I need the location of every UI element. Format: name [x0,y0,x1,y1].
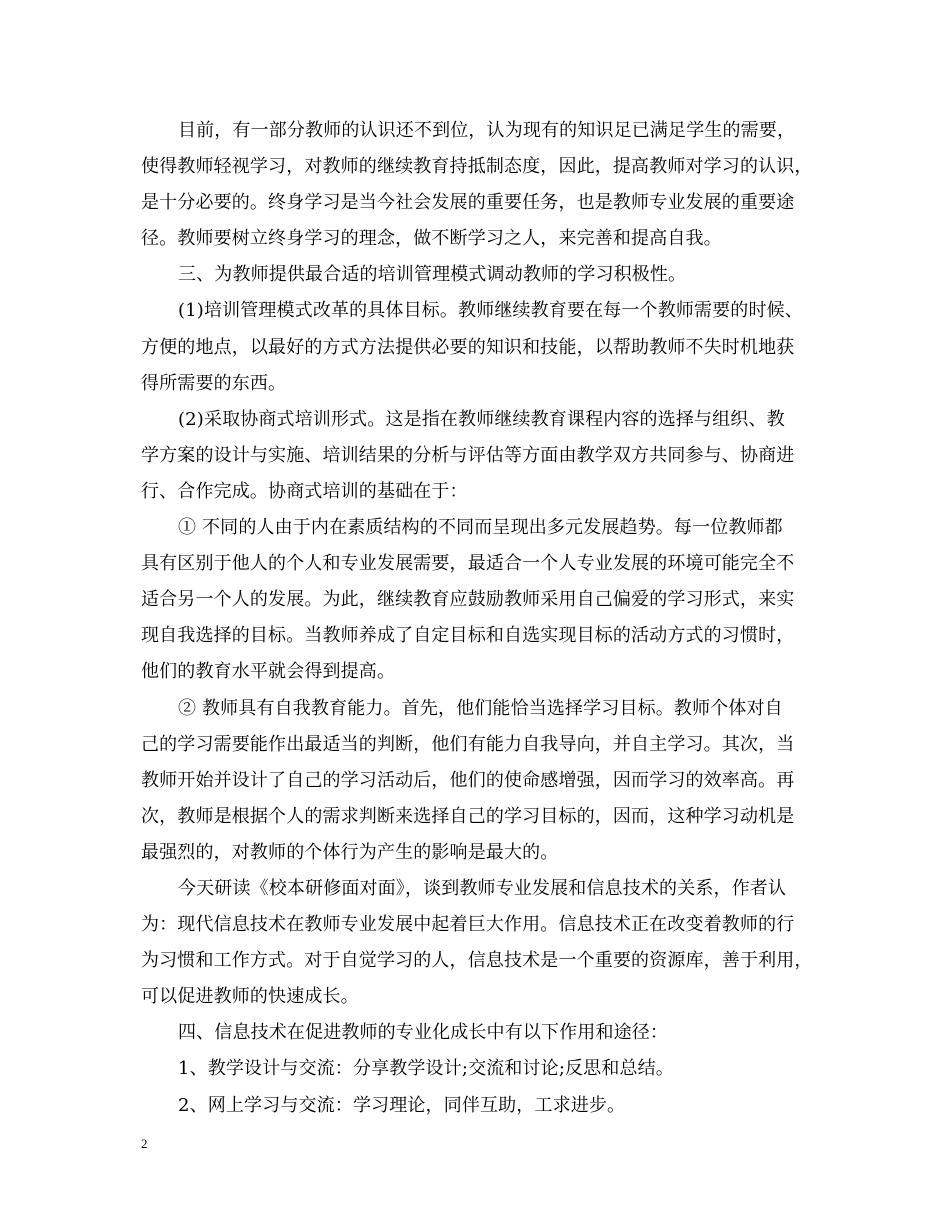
text-line: 径。教师要树立终身学习的理念，做不断学习之人，来完善和提高自我。 [141,228,722,250]
text-line: 方便的地点，以最好的方式方法提供必要的知识和技能，以帮助教师不失时机地获 [141,336,795,358]
text-line: 适合另一个人的发展。为此，继续教育应鼓励教师采用自己偏爱的学习形式，来实 [141,589,795,611]
text-line: 为习惯和工作方式。对于自觉学习的人，信息技术是一个重要的资源库，善于利用， [141,950,813,972]
text-line: 今天研读《校本研修面对面》，谈到教师专业发展和信息技术的关系，作者认 [178,877,787,899]
text-line: 具有区别于他人的个人和专业发展需要，最适合一个人专业发展的环境可能完全不 [141,553,795,575]
text-line: 次，教师是根据个人的需求判断来选择自己的学习目标的，因而，这种学习动机是 [141,805,795,827]
text-line: ② 教师具有自我教育能力。首先，他们能恰当选择学习目标。教师个体对自 [178,697,783,719]
text-line: 是十分必要的。终身学习是当今社会发展的重要任务，也是教师专业发展的重要途 [141,192,795,214]
text-line: ① 不同的人由于内在素质结构的不同而呈现出多元发展趋势。每一位教师都 [178,517,783,539]
list-item: 2、网上学习与交流：学习理论，同伴互助，工求进步。 [178,1094,626,1116]
text-line: 可以促进教师的快速成长。 [141,986,359,1008]
text-line: 为：现代信息技术在教师专业发展中起着巨大作用。信息技术正在改变着教师的行 [141,914,795,936]
text-line: (2)采取协商式培训形式。这是指在教师继续教育课程内容的选择与组织、教 [178,408,785,430]
text-line: 己的学习需要能作出最适当的判断，他们有能力自我导向，并自主学习。其次，当 [141,733,795,755]
page-number: 2 [141,1136,148,1151]
text-line: 现自我选择的目标。当教师养成了自定目标和自选实现目标的活动方式的习惯时， [141,625,795,647]
section-heading: 三、为教师提供最合适的培训管理模式调动教师的学习积极性。 [178,264,687,286]
section-heading: 四、信息技术在促进教师的专业化成长中有以下作用和途径： [178,1022,669,1044]
text-line: 目前，有一部分教师的认识还不到位，认为现有的知识足已满足学生的需要， [178,120,796,141]
text-line: (1)培训管理模式改革的具体目标。教师继续教育要在每一个教师需要的时候、 [178,300,803,322]
document-body [141,113,821,1124]
text-line: 得所需要的东西。 [141,372,287,394]
list-item: 1、教学设计与交流：分享教学设计;交流和讨论;反思和总结。 [178,1058,674,1080]
text-line: 使得教师轻视学习，对教师的继续教育持抵制态度，因此，提高教师对学习的认识， [141,156,813,178]
text-line: 最强烈的，对教师的个体行为产生的影响是最大的。 [141,841,559,863]
text-line: 行、合作完成。协商式培训的基础在于： [141,480,468,502]
text-line: 学方案的设计与实施、培训结果的分析与评估等方面由教学双方共同参与、协商进 [141,444,795,466]
text-line: 教师开始并设计了自己的学习活动后，他们的使命感增强，因而学习的效率高。再 [141,769,795,791]
text-line: 他们的教育水平就会得到提高。 [141,661,396,683]
